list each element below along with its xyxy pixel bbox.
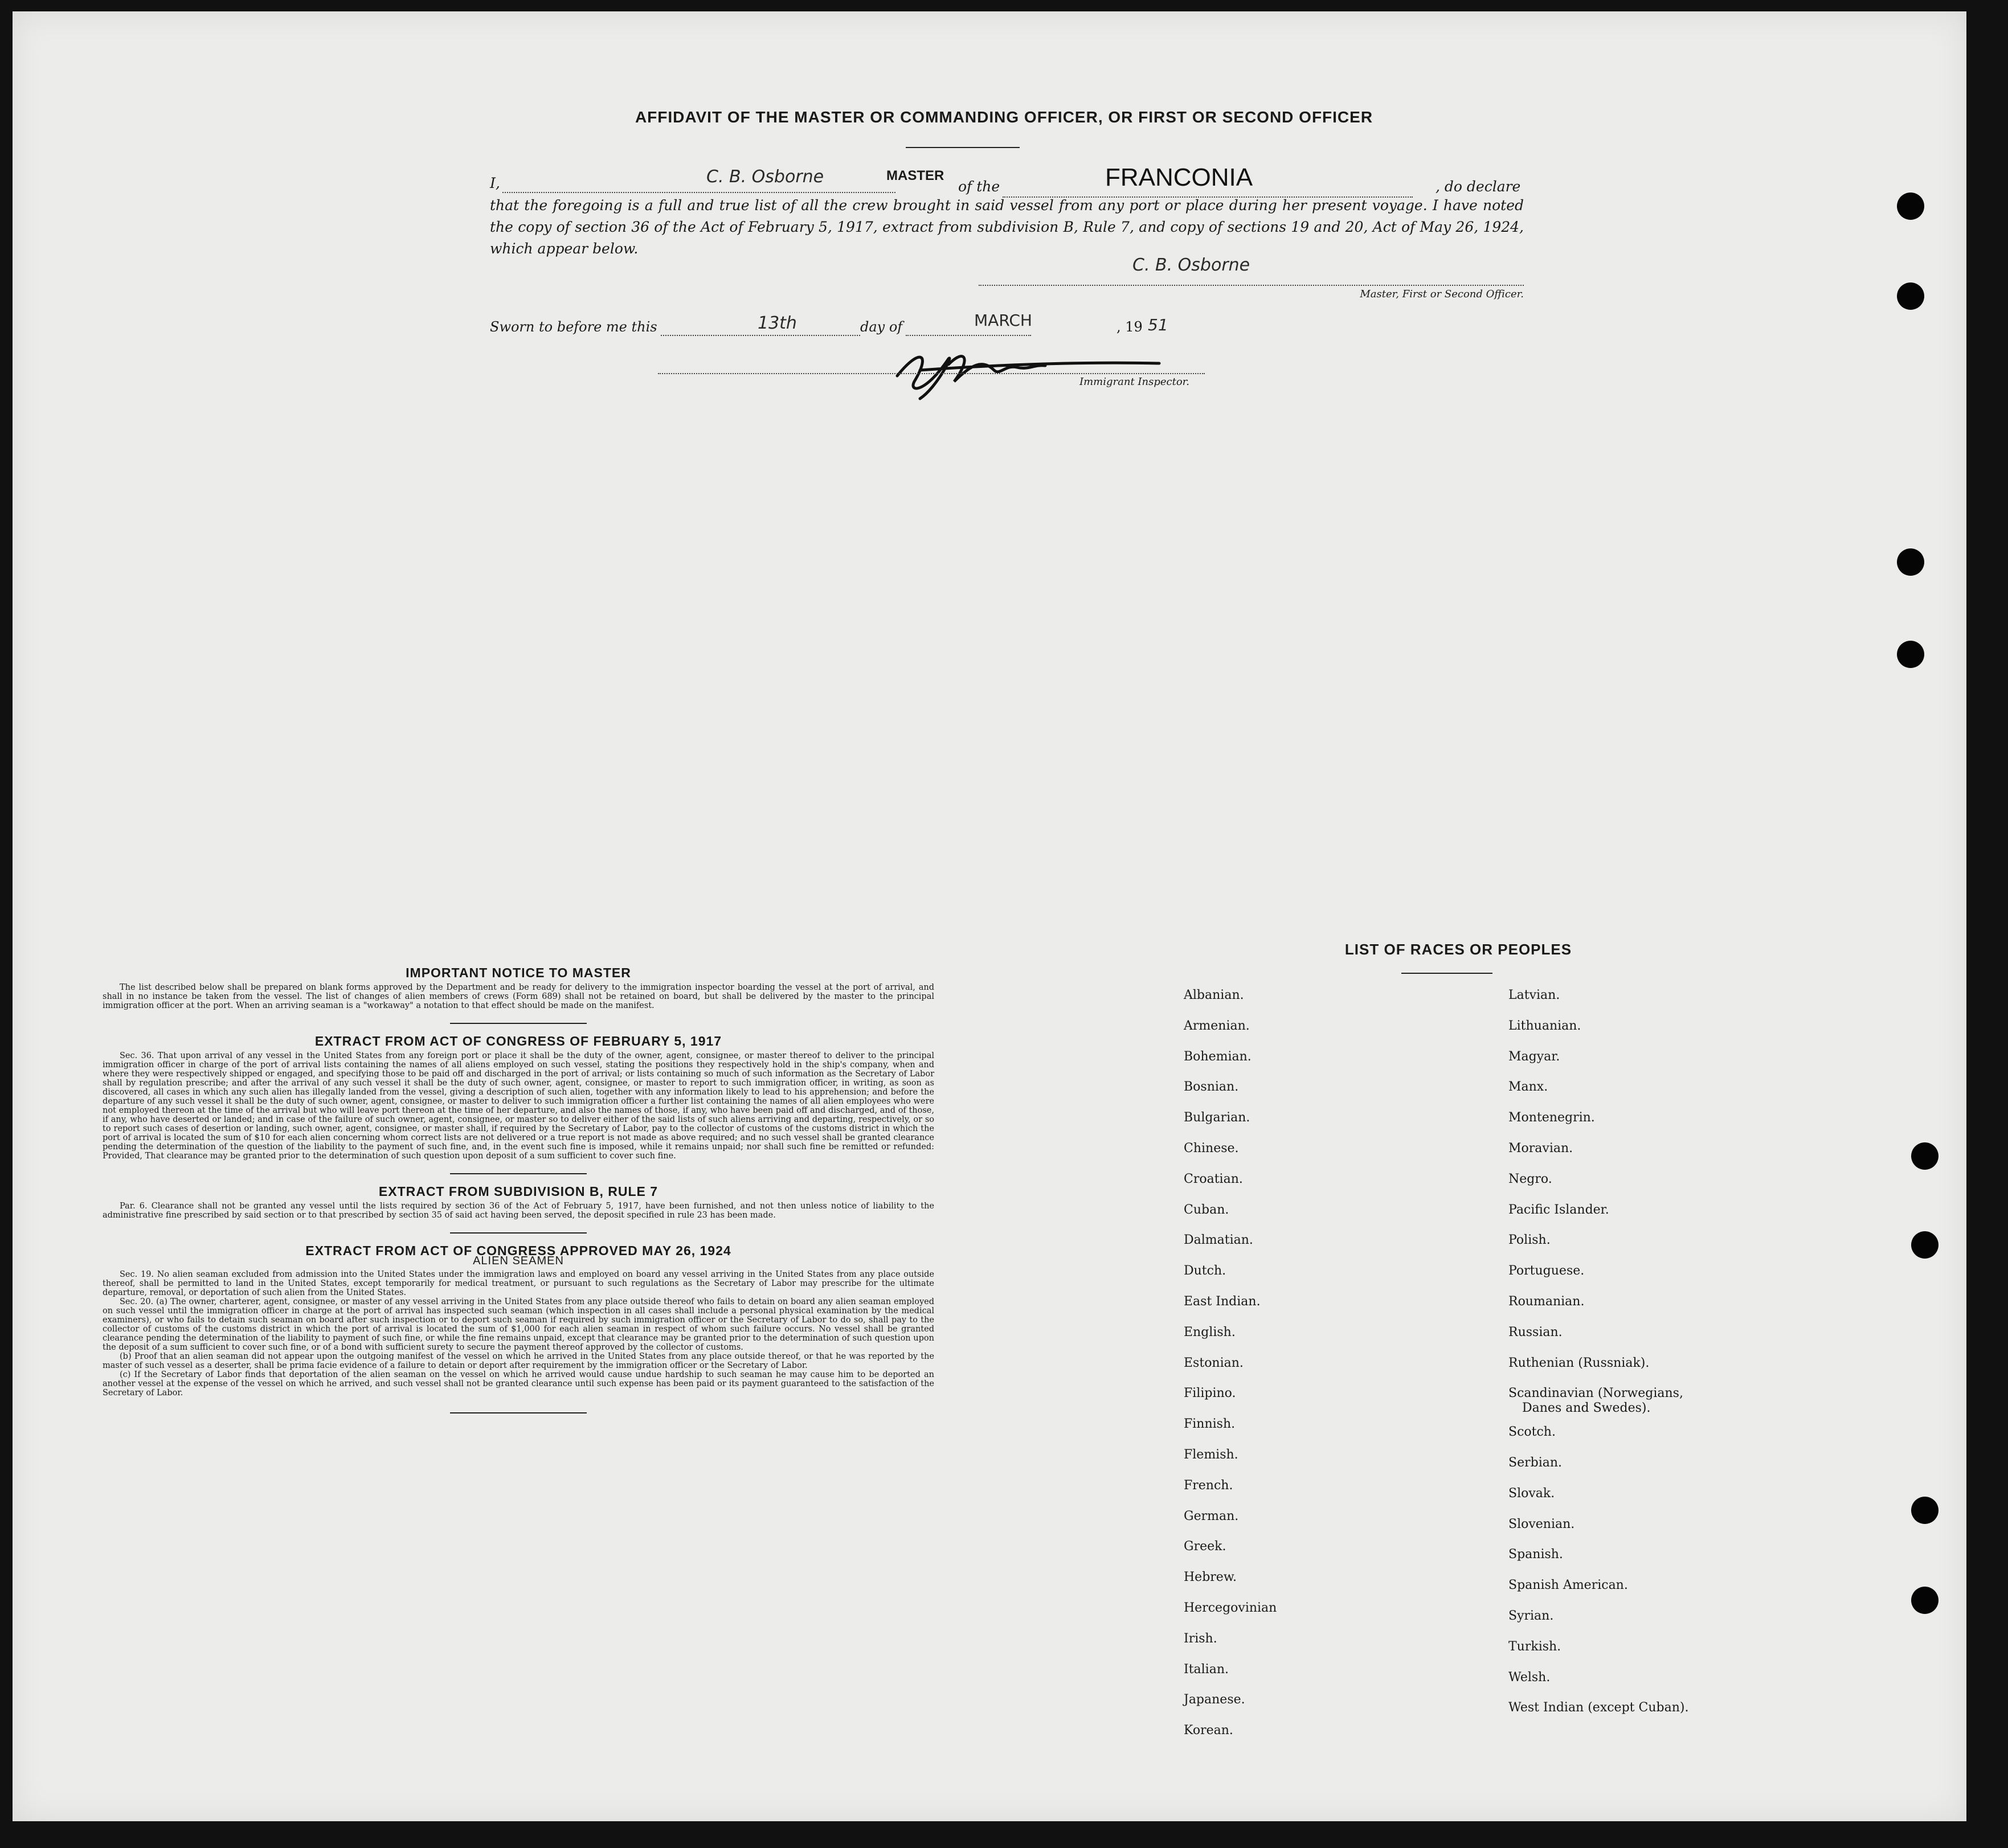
race-item: Turkish.: [1508, 1639, 1561, 1654]
race-item: French.: [1184, 1478, 1233, 1493]
race-item: Russian.: [1508, 1325, 1563, 1339]
divider: [450, 1173, 587, 1174]
inspector-line: [658, 373, 1205, 374]
master-label: MASTER: [884, 168, 946, 184]
punch-hole: [1911, 1142, 1939, 1170]
divider: [450, 1023, 587, 1024]
punch-hole: [1897, 641, 1924, 668]
race-item: Moravian.: [1508, 1141, 1573, 1155]
race-item: Polish.: [1508, 1233, 1551, 1248]
race-item: English.: [1184, 1325, 1236, 1339]
month-handwritten: MARCH: [974, 311, 1032, 330]
races-rule: [1401, 973, 1492, 974]
race-item: Syrian.: [1508, 1609, 1554, 1623]
race-item: Montenegrin.: [1508, 1111, 1595, 1125]
race-item: Danes and Swedes).: [1522, 1401, 1651, 1416]
punch-hole: [1911, 1231, 1939, 1259]
race-item: Greek.: [1184, 1539, 1226, 1554]
race-item: Croatian.: [1184, 1171, 1243, 1186]
title-rule: [906, 147, 1020, 148]
race-item: Portuguese.: [1508, 1264, 1585, 1279]
race-item: Magyar.: [1508, 1049, 1560, 1064]
race-item: Italian.: [1184, 1662, 1229, 1677]
race-item: German.: [1184, 1509, 1239, 1523]
day-handwritten: 13th: [758, 313, 797, 333]
race-item: Lithuanian.: [1508, 1018, 1581, 1033]
punch-hole: [1897, 192, 1924, 220]
sec20a-text: Sec. 20. (a) The owner, charterer, agent, consignee, or master of any vessel arriving in the United States from any place outside thereof who fails to detain on board any alien seaman employed on such vessel until the immigration officer in charge at the port of arrival has inspected such seaman (which inspection in all cases shall include a personal physical examination by the medical examiners), or who fails to detain such seaman on board after such inspection or to deport such seaman if required by such immigration officer or the Secretary of Labor to do so, shall pay to the collector of customs of the customs district in which the port of arrival is located the sum of $1,000 for each alien seaman in respect of whom such failure occurs. No vessel shall be granted clearance pending the determination of the liability to payment of such fine, or while the fine remains unpaid, except that clearance may be granted prior to the determination of such question upon the deposit of a sum sufficient to cover such fine, or of a bond with sufficient surety to secure the payment thereof approved by the collector of customs.: [103, 1297, 934, 1352]
of-the-label: of the: [958, 178, 1000, 195]
race-item: Manx.: [1508, 1080, 1548, 1095]
race-item: Spanish American.: [1508, 1578, 1628, 1593]
month-field-line: [906, 335, 1031, 336]
race-item: Finnish.: [1184, 1417, 1236, 1432]
race-item: Welsh.: [1508, 1670, 1551, 1685]
race-item: Negro.: [1508, 1171, 1552, 1186]
race-item: Japanese.: [1184, 1693, 1245, 1707]
notice-column: [103, 965, 934, 1426]
signature-caption: Master, First or Second Officer.: [1360, 288, 1524, 300]
extract1-text: Sec. 36. That upon arrival of any vessel in the United States from any foreign port or place it shall be the duty of the owner, agent, consignee, or master thereof to deliver to the principal immigration officer in charge of the port of arrival lists containing the names of all aliens employed on such vessel, stating the positions they respectively hold in the ship's company, when and where they were respectively shipped or engaged, and specifying those to be paid off and discharged in the port of arrival; or lists containing so much of such information as the Secretary of Labor shall by regulation prescribe; and after the arrival of any such vessel it shall be the duty of such owner, agent, consignee, or master to report to such immigration officer, in writing, as soon as discovered, all cases in which any such alien has illegally landed from the vessel, giving a description of such alien, together with any information likely to lead to his apprehension; and before the departure of any such vessel it shall be the duty of such owner, agent, consignee, or master to deliver to such immigration officer a further list containing the names of all alien employees who were not employed thereon at the time of the arrival but who will leave port thereon at the time of her departure, and also the names of those, if any, who have been paid off and discharged, and of those, if any, who have deserted or landed; and in case of the failure of such owner, agent, consignee, or master so to deliver either of the said lists of such aliens arriving and departing, respectively, or so to report such cases of desertion or landing, such owner, agent, consignee, or master shall, if required by the Secretary of Labor, pay to the collector of customs of the customs district in which the port of arrival is located the sum of $10 for each alien concerning whom correct lists are not delivered or a true report is not made as above required; and no such vessel shall be granted clearance pending the determination of the question of the liability to the payment of such fine, and, in the event such fine is imposed, while it remains unpaid; nor shall such fine be remitted or refunded: Provided, That clearance may be granted prior to the determination of such question upon deposit of a sum sufficient to cover such fine.: [103, 1051, 934, 1161]
race-item: Bulgarian.: [1184, 1111, 1250, 1125]
day-of-label: day of: [860, 319, 903, 335]
vessel-name-stamp: FRANCONIA: [1105, 163, 1253, 191]
race-item: Cuban.: [1184, 1202, 1229, 1217]
race-item: Roumanian.: [1508, 1294, 1585, 1309]
race-item: Estonian.: [1184, 1355, 1244, 1370]
race-item: Hercegovinian: [1184, 1601, 1277, 1615]
race-item: Latvian.: [1508, 988, 1560, 1002]
race-item: Flemish.: [1184, 1448, 1238, 1462]
race-item: Albanian.: [1184, 988, 1244, 1002]
race-item: Spanish.: [1508, 1547, 1563, 1562]
master-name-handwritten: C. B. Osborne: [706, 167, 824, 187]
year-prefix: , 19: [1117, 319, 1143, 335]
sec19-text: Sec. 19. No alien seaman excluded from admission into the United States under the immigration laws and employed on board any vessel arriving in the United States from any place outside thereof, shall be permitted to land in the United States, except temporarily for medical treatment, or pursuant to such regulations as the Secretary of Labor may prescribe for the ultimate departure, removal, or deportation of such alien from the United States.: [103, 1270, 934, 1297]
extract2-title: EXTRACT FROM SUBDIVISION B, RULE 7: [378, 1184, 659, 1199]
sec20c-text: (c) If the Secretary of Labor finds that deportation of the alien seaman on the vessel on which he arrived would cause undue hardship to such seaman he may cause him to be deported an another vessel at the expense of the vessel on which he arrived, and such vessel shall not be granted clearance until such expense has been paid or its payment guaranteed to the satisfaction of the Secretary of Labor.: [103, 1370, 934, 1398]
race-item: Hebrew.: [1184, 1570, 1237, 1585]
i-label: I,: [490, 175, 500, 191]
notice-text: The list described below shall be prepared on blank forms approved by the Department and be ready for delivery to the immigration inspector boarding the vessel at the port of arrival, and shall in no instance be taken from the vessel. The list of changes of alien members of crews (Form 689) shall not be retained on board, but shall be delivered by the master to the principal immigration officer at the port. When an arriving seaman is a "workaway" a notation to that effect should be made on the manifest.: [103, 983, 934, 1010]
race-item: Filipino.: [1184, 1386, 1236, 1401]
signature-line: [979, 285, 1524, 286]
race-item: Irish.: [1184, 1631, 1217, 1646]
do-declare-label: , do declare: [1436, 178, 1521, 195]
declaration-text: that the foregoing is a full and true list of all the crew brought in said vessel from any port or place during her present voyage. I have noted the copy of section 36 of the Act of February 5, 1917, extract from subdivision B, Rule 7, and copy of sections 19 and 20, Act of May 26, 1924, which appear below.: [490, 197, 1524, 257]
name-field-line: [502, 192, 895, 193]
race-item: West Indian (except Cuban).: [1508, 1701, 1689, 1715]
inspector-caption: Immigrant Inspector.: [1079, 376, 1190, 388]
affidavit-title: AFFIDAVIT OF THE MASTER OR COMMANDING OFFICER, OR FIRST OR SECOND OFFICER: [635, 108, 1373, 126]
divider: [450, 1412, 587, 1413]
declaration-line: [490, 163, 1524, 196]
race-item: Korean.: [1184, 1723, 1233, 1738]
day-field-line: [661, 335, 860, 336]
year-handwritten: 51: [1148, 315, 1168, 334]
sec20b-text: (b) Proof that an alien seaman did not appear upon the outgoing manifest of the vessel on which he arrived in the United States from any place outside thereof, or that he was reported by the master of such vessel as a deserter, shall be prima facie evidence of a failure to detain or deport after requirement by the immigration officer or the Secretary of Labor.: [103, 1352, 934, 1370]
race-item: Armenian.: [1184, 1018, 1250, 1033]
extract1-title: EXTRACT FROM ACT OF CONGRESS OF FEBRUARY 5, 1917: [314, 1034, 722, 1048]
race-item: Slovak.: [1508, 1486, 1555, 1501]
notice-title: IMPORTANT NOTICE TO MASTER: [406, 965, 631, 980]
race-item: Serbian.: [1508, 1456, 1563, 1470]
race-item: Ruthenian (Russniak).: [1508, 1355, 1650, 1370]
race-item: East Indian.: [1184, 1294, 1261, 1309]
sworn-label: Sworn to before me this: [490, 319, 657, 335]
race-item: Scandinavian (Norwegians,: [1508, 1386, 1683, 1401]
extract2-text: Par. 6. Clearance shall not be granted any vessel until the lists required by section 36 of the Act of February 5, 1917, have been furnished, and not then unless notice of liability to the administrative fine prescribed by said section or to that prescribed by section 35 of said act having been served, the deposit specified in rule 23 has been made.: [103, 1202, 934, 1220]
race-item: Bohemian.: [1184, 1049, 1252, 1064]
race-item: Pacific Islander.: [1508, 1202, 1609, 1217]
divider: [450, 1232, 587, 1234]
race-item: Slovenian.: [1508, 1517, 1575, 1531]
race-item: Chinese.: [1184, 1141, 1239, 1155]
punch-hole: [1911, 1497, 1939, 1524]
extract3-title: EXTRACT FROM ACT OF CONGRESS APPROVED MAY 26, 1924: [305, 1243, 731, 1258]
punch-hole: [1897, 548, 1924, 576]
race-item: Bosnian.: [1184, 1080, 1239, 1095]
race-item: Scotch.: [1508, 1425, 1556, 1440]
master-signature-block: [979, 245, 1524, 302]
punch-hole: [1911, 1587, 1939, 1614]
punch-hole: [1897, 282, 1924, 310]
race-item: Dalmatian.: [1184, 1233, 1253, 1248]
master-signature: C. B. Osborne: [1132, 255, 1250, 275]
extract3-subtitle: ALIEN SEAMEN: [473, 1255, 564, 1267]
race-item: Dutch.: [1184, 1264, 1226, 1279]
inspector-signature-block: [658, 342, 1228, 410]
races-title: LIST OF RACES OR PEOPLES: [1344, 941, 1572, 958]
